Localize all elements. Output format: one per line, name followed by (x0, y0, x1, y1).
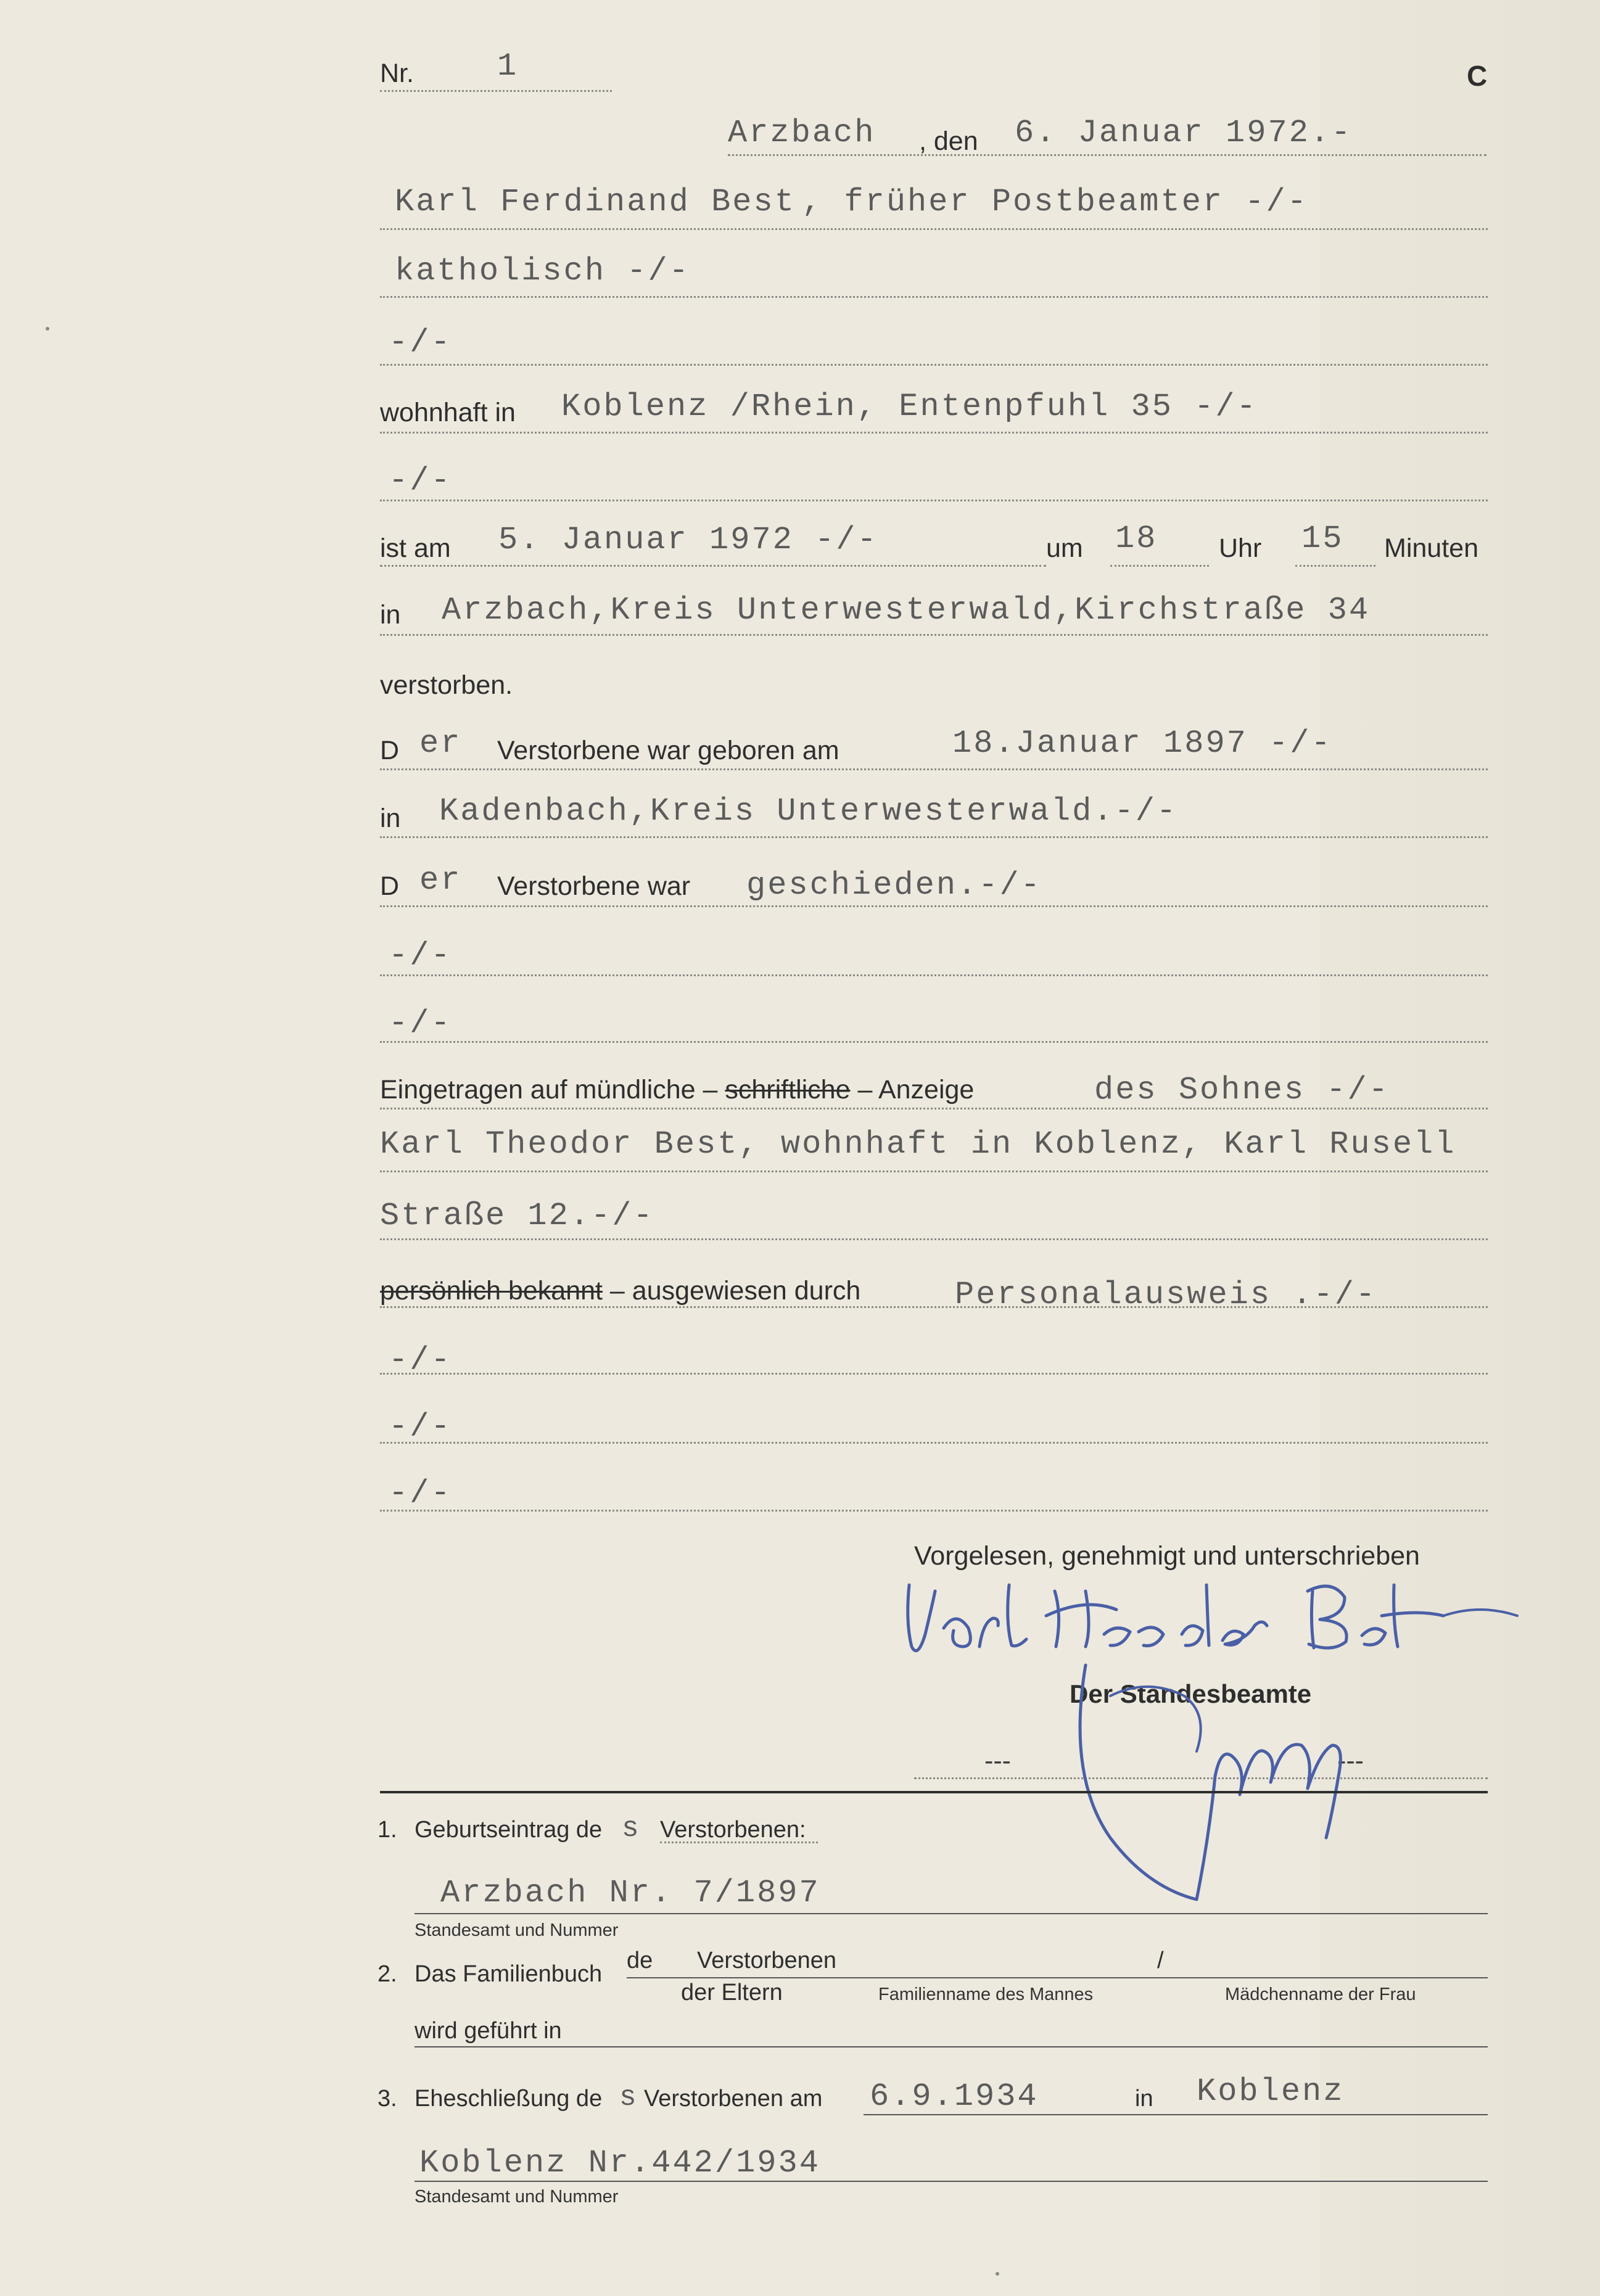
dotted-line (380, 90, 612, 92)
identification-document: Personalausweis .-/- (955, 1277, 1377, 1313)
blank-line: -/- (389, 1342, 452, 1378)
informant-relation: des Sohnes -/- (1094, 1072, 1390, 1108)
blank-line: -/- (389, 1005, 452, 1042)
uhr-label: Uhr (1219, 533, 1262, 563)
dotted-line (380, 1442, 1488, 1444)
dotted-line (728, 154, 1487, 156)
registrar-label: Der Standesbeamte (1070, 1679, 1312, 1708)
blank-line: -/- (389, 937, 452, 974)
birth-label: Verstorbene war geboren am (497, 736, 839, 765)
dotted-line (380, 565, 1046, 567)
dotted-line (380, 905, 1488, 907)
dotted-line (380, 1306, 1488, 1308)
dotted-line (380, 634, 1488, 636)
note-3-suffix: s (619, 2081, 638, 2113)
dotted-line (380, 974, 1488, 976)
birth-place: Kadenbach,Kreis Unterwesterwald.-/- (439, 793, 1178, 829)
deceased-religion: katholisch -/- (395, 253, 690, 289)
residence-label: wohnhaft in (380, 398, 516, 427)
dotted-line (380, 1171, 1488, 1172)
dotted-line (660, 1841, 818, 1843)
note-2-verstorbenen: Verstorbenen (697, 1948, 837, 1973)
nr-label: Nr. (380, 59, 414, 88)
note-3-in: in (1135, 2086, 1153, 2112)
nr-value: 1 (497, 48, 519, 84)
underline (627, 1977, 1488, 1978)
note-3-number: 3. (377, 2086, 397, 2112)
status-d-label: D (380, 871, 400, 901)
marriage-register-entry: Koblenz Nr.442/1934 (419, 2145, 820, 2181)
dotted-line (1110, 565, 1209, 567)
informant-details: Karl Theodor Best, wohnhaft in Koblenz, Karl Rusell (380, 1126, 1456, 1162)
record-date: 6. Januar 1972.- (1015, 115, 1353, 151)
note-2-slash: / (1157, 1948, 1164, 1973)
dotted-line (380, 1510, 1488, 1512)
status-gender-suffix: er (419, 862, 462, 899)
death-date: 5. Januar 1972 -/- (498, 522, 878, 558)
note-2-eltern: der Eltern (681, 1980, 783, 2006)
dotted-line (380, 432, 1488, 434)
death-place: Arzbach,Kreis Unterwesterwald,Kirchstraße 34 (442, 592, 1371, 628)
verstorben-label: verstorben. (380, 670, 513, 700)
paper-speck (46, 327, 49, 331)
marriage-place: Koblenz (1197, 2073, 1345, 2110)
blank-line: -/- (389, 324, 452, 361)
registration-label-a: Eingetragen auf mündliche – (380, 1075, 718, 1105)
death-place-label: in (380, 600, 401, 630)
informant-address-cont: Straße 12.-/- (380, 1198, 654, 1234)
um-label: um (1046, 533, 1083, 563)
note-1-number: 1. (377, 1817, 397, 1843)
husband-surname-caption: Familienname des Mannes (878, 1985, 1094, 2004)
note-1-label: Geburtseintrag de (414, 1817, 603, 1843)
note-2-de: de (627, 1948, 653, 1973)
underline (414, 2181, 1488, 2182)
note-1-suffix: s (622, 1813, 641, 1845)
deceased-residence: Koblenz /Rhein, Entenpfuhl 35 -/- (561, 389, 1258, 425)
identification-text: – ausgewiesen durch (609, 1276, 861, 1306)
dotted-line (380, 500, 1488, 501)
dash-left: --- (984, 1746, 1011, 1775)
marital-status: geschieden.-/- (746, 867, 1042, 903)
read-approved-signed: Vorgelesen, genehmigt und unterschrieben (914, 1541, 1420, 1571)
underline (414, 2046, 1488, 2047)
dotted-line (1295, 565, 1375, 567)
birth-register-entry: Arzbach Nr. 7/1897 (440, 1875, 820, 1911)
marriage-date: 6.9.1934 (870, 2078, 1039, 2115)
corner-letter: C (1467, 60, 1488, 92)
deceased-occupation: , früher Postbeamter -/- (802, 184, 1308, 220)
underline (414, 1913, 1488, 1914)
registration-label-b: – Anzeige (857, 1075, 975, 1105)
birth-gender-suffix: er (419, 725, 462, 762)
dotted-line (380, 1108, 1488, 1109)
note-2-number: 2. (377, 1961, 397, 1987)
note-1-label2: Verstorbenen: (660, 1817, 806, 1843)
minuten-label: Minuten (1384, 533, 1478, 563)
dotted-line (380, 364, 1488, 366)
dotted-line (380, 1041, 1488, 1043)
birth-place-label: in (380, 804, 401, 833)
registration-label-struck: schriftliche (725, 1075, 851, 1105)
blank-line: -/- (389, 1409, 452, 1445)
note-1-caption: Standesamt und Nummer (414, 1920, 619, 1940)
dotted-line (380, 228, 1488, 230)
note-3-label: Eheschließung de (414, 2086, 603, 2112)
birth-date: 18.Januar 1897 -/- (952, 725, 1332, 762)
note-3-label2: Verstorbenen am (644, 2086, 823, 2112)
birth-d-label: D (380, 736, 400, 765)
dash-right: --- (1337, 1746, 1364, 1775)
note-3-caption: Standesamt und Nummer (414, 2187, 619, 2207)
place-of-record: Arzbach (728, 115, 876, 151)
death-minute: 15 (1301, 521, 1344, 557)
identification-label (380, 1278, 860, 1304)
blank-line: -/- (389, 463, 452, 499)
blank-line: -/- (389, 1475, 452, 1512)
underline (864, 2114, 1488, 2115)
dotted-line (380, 768, 1488, 770)
den-label: , den (919, 126, 978, 156)
registrar-signature (1073, 1653, 1382, 1912)
dotted-line (380, 836, 1488, 838)
death-date-label: ist am (380, 533, 451, 563)
deceased-name: Karl Ferdinand Best (395, 184, 796, 220)
note-2-label: Das Familienbuch (414, 1961, 603, 1987)
death-hour: 18 (1115, 521, 1158, 557)
note-2-label2: wird geführt in (414, 2018, 562, 2044)
dotted-line (380, 1373, 1488, 1375)
registration-label (380, 1077, 974, 1103)
paper-speck (996, 2272, 999, 2276)
section-divider (380, 1791, 1488, 1793)
wife-maiden-name-caption: Mädchenname der Frau (1225, 1985, 1416, 2004)
dotted-line (380, 1238, 1488, 1240)
dotted-line (380, 296, 1488, 298)
status-label: Verstorbene war (497, 871, 691, 901)
identification-struck: persönlich bekannt (380, 1276, 603, 1306)
